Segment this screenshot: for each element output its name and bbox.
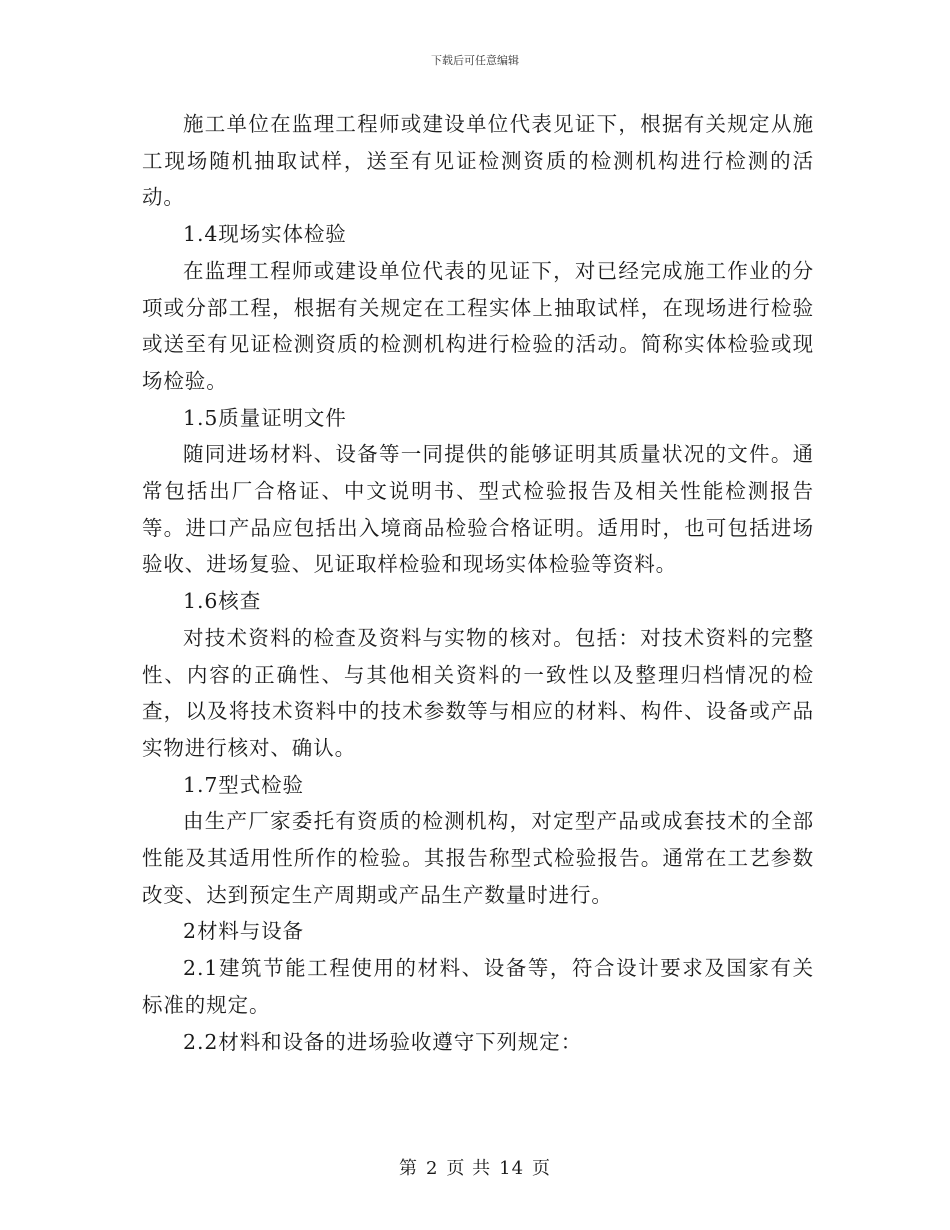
paragraph-verification: 对技术资料的检查及资料与实物的核对。包括：对技术资料的完整性、内容的正确性、与其他相关资料的一致性以及整理归档情况的检查，以及将技术资料中的技术参数等与相应的材料、构件、设备或产品实物进行核对、确认。 bbox=[142, 625, 814, 760]
document-body bbox=[142, 106, 814, 1060]
footer-suffix: 页 bbox=[532, 1158, 552, 1179]
paragraph-onsite-inspection: 在监理工程师或建设单位代表的见证下，对已经完成施工作业的分项或分部工程，根据有关规定在工程实体上抽取试样，在现场进行检验或送至有见证检测资质的检测机构进行检验的活动。简称实体检验或现场检验。 bbox=[142, 258, 814, 393]
section-heading-1-5: 1.5质量证明文件 bbox=[183, 405, 347, 430]
section-heading-2: 2材料与设备 bbox=[183, 919, 304, 944]
header-note: 下载后可任意编辑 bbox=[431, 54, 519, 67]
page-footer bbox=[0, 1154, 950, 1180]
footer-middle: 页 共 bbox=[446, 1158, 492, 1179]
paragraph-quality-documents: 随同进场材料、设备等一同提供的能够证明其质量状况的文件。通常包括出厂合格证、中文说明书、型式检验报告及相关性能检测报告等。进口产品应包括出入境商品检验合格证明。适用时，也可包括进场验收、进场复验、见证取样检验和现场实体检验等资料。 bbox=[142, 442, 814, 577]
paragraph-2-1: 2.1建筑节能工程使用的材料、设备等，符合设计要求及国家有关标准的规定。 bbox=[142, 956, 814, 1017]
section-heading-1-6: 1.6核查 bbox=[183, 589, 262, 614]
footer-prefix: 第 bbox=[398, 1158, 418, 1179]
section-heading-1-4: 1.4现场实体检验 bbox=[183, 222, 347, 247]
footer-current-page: 2 bbox=[425, 1158, 439, 1179]
paragraph-witness-sampling: 施工单位在监理工程师或建设单位代表见证下，根据有关规定从施工现场随机抽取试样，送至有见证检测资质的检测机构进行检测的活动。 bbox=[142, 112, 814, 210]
footer-total-pages: 14 bbox=[499, 1158, 525, 1179]
section-heading-2-2: 2.2材料和设备的进场验收遵守下列规定： bbox=[183, 1029, 583, 1054]
section-heading-1-7: 1.7型式检验 bbox=[183, 772, 304, 797]
paragraph-type-test: 由生产厂家委托有资质的检测机构，对定型产品或成套技术的全部性能及其适用性所作的检验。其报告称型式检验报告。通常在工艺参数改变、达到预定生产周期或产品生产数量时进行。 bbox=[142, 809, 814, 907]
